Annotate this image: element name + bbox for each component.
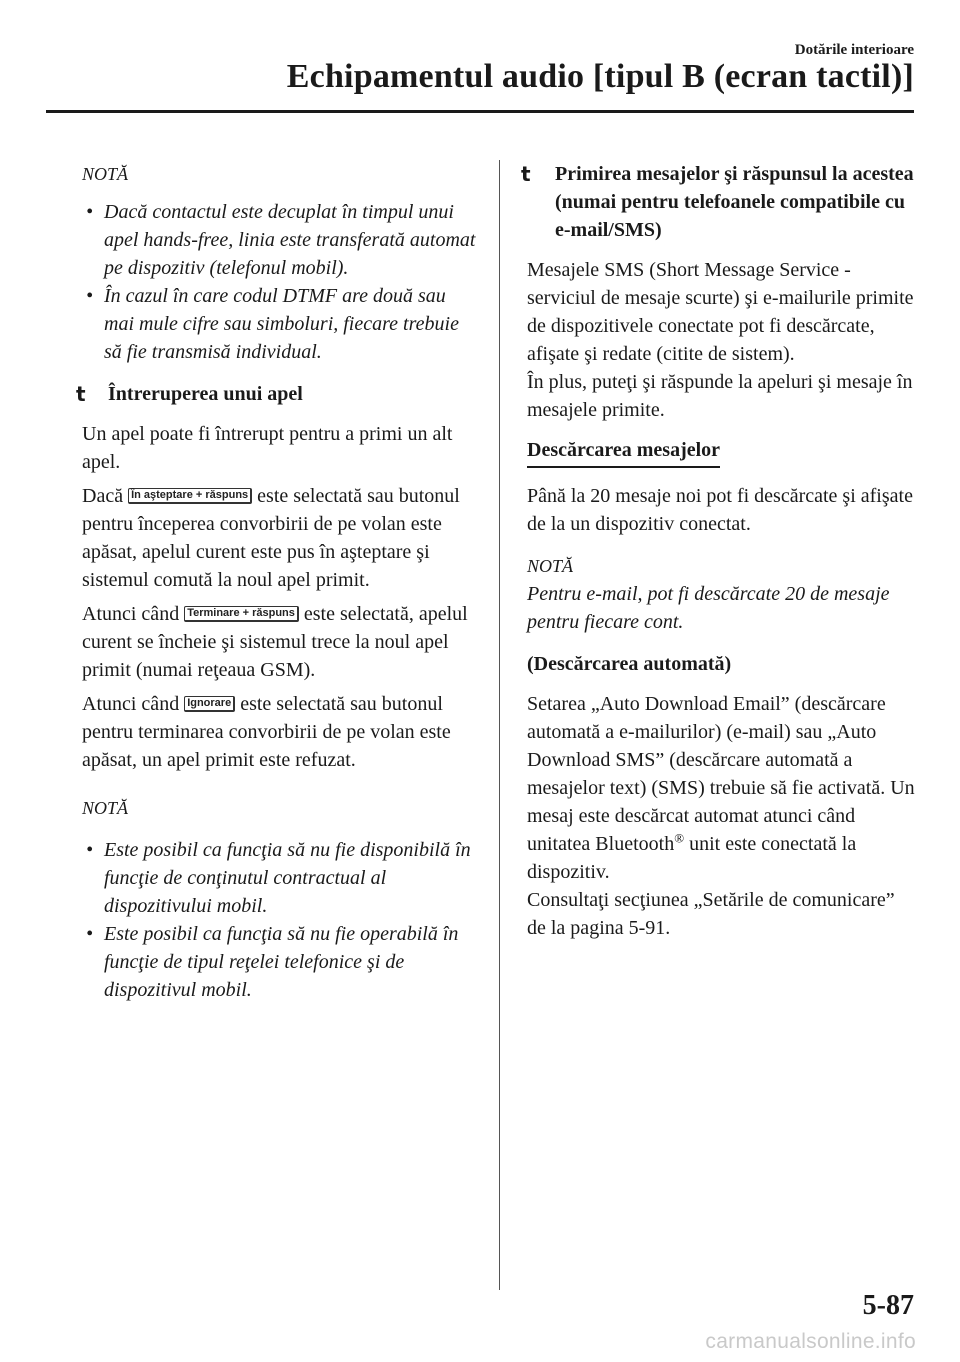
paragraph: Atunci când Ignorare este selectată sau butonul pentru terminarea convorbirii de pe volan este apăsat, un apel primit este refuzat. xyxy=(82,693,451,771)
subheading: Descărcarea mesajelor xyxy=(527,436,917,468)
bullet-icon: • xyxy=(86,839,94,861)
left-column xyxy=(76,160,478,1004)
registered-mark: ® xyxy=(674,830,685,846)
page-number: 5-87 xyxy=(862,1290,914,1321)
ignore-button: Ignorare xyxy=(184,696,235,712)
note-item: • Este posibil ca funcţia să nu fie disponibilă în funcţie de conţinutul contractual al dispozitivului mobil. xyxy=(82,836,478,920)
paragraph: Setarea „Auto Download Email” (descărcare automată a e-mailurilor) (e-mail) sau „Auto Download SMS” (descărcare automată a mesajelor text) (SMS) trebuie să fie activată. Un mesaj este descărcat automat atunci când unitatea Bluetooth® unit este conectată la dispozitiv. xyxy=(527,693,915,883)
column-divider xyxy=(499,160,500,1290)
header-rule xyxy=(46,110,914,113)
section-marker-icon: t xyxy=(76,382,86,406)
paragraph: Dacă În aşteptare + răspuns este selectată sau butonul pentru începerea convorbirii de pe volan este apăsat, apelul curent este pus în aşteptare şi sistemul comută la noul apel primit. xyxy=(82,485,460,591)
note-item: • Este posibil ca funcţia să nu fie operabilă în funcţie de tipul reţelei telefonice şi de dispozitivul mobil. xyxy=(82,920,478,1004)
bullet-icon: • xyxy=(86,285,94,307)
section-heading: t Întreruperea unui apel xyxy=(76,382,303,406)
subheading-auto-download: (Descărcarea automată) xyxy=(527,653,732,675)
note-label: NOTĂ xyxy=(82,164,129,184)
right-column xyxy=(521,160,917,942)
hold-and-answer-button: În aşteptare + răspuns xyxy=(128,488,252,504)
running-header-section: Dotările interioare xyxy=(794,42,914,58)
note-label: NOTĂ xyxy=(527,556,574,576)
section-marker-icon: t xyxy=(521,162,531,186)
note-list xyxy=(82,836,478,1004)
bullet-icon: • xyxy=(86,923,94,945)
paragraph: Un apel poate fi întrerupt pentru a primi un alt apel. xyxy=(82,423,453,473)
watermark: carmanualsonline.info xyxy=(705,1330,916,1353)
paragraph: În plus, puteţi şi răspunde la apeluri şi mesaje în mesajele primite. xyxy=(527,371,913,421)
note-list xyxy=(82,198,478,366)
paragraph: Atunci când Terminare + răspuns este selectată, apelul curent se încheie şi sistemul trece la noul apel primit (numai reţeaua GSM). xyxy=(82,603,468,681)
note-item: • Dacă contactul este decuplat în timpul unui apel hands-free, linia este transferată automat pe dispozitiv (telefonul mobil). xyxy=(82,198,478,282)
paragraph: Consultaţi secţiunea „Setările de comunicare” de la pagina 5-91. xyxy=(527,889,895,939)
note-item: • În cazul în care codul DTMF are două sau mai mule cifre sau simboluri, fiecare trebuie să fie transmisă individual. xyxy=(82,282,478,366)
note-text: Pentru e-mail, pot fi descărcate 20 de mesaje pentru fiecare cont. xyxy=(527,583,890,633)
bullet-icon: • xyxy=(86,201,94,223)
paragraph: Până la 20 mesaje noi pot fi descărcate şi afişate de la un dispozitiv conectat. xyxy=(527,485,913,535)
page-title: Echipamentul audio [tipul B (ecran tactil)] xyxy=(286,58,914,95)
section-heading: t Primirea mesajelor şi răspunsul la acestea (numai pentru telefoanele compatibile cu e-mail/SMS) xyxy=(521,162,914,241)
paragraph: Mesajele SMS (Short Message Service - serviciul de mesaje scurte) şi e-mailurile primite de dispozitivele conectate pot fi descărcate, afişate şi redate (citite de sistem). xyxy=(527,259,914,365)
note-label: NOTĂ xyxy=(82,798,129,818)
end-and-answer-button: Terminare + răspuns xyxy=(184,606,299,622)
